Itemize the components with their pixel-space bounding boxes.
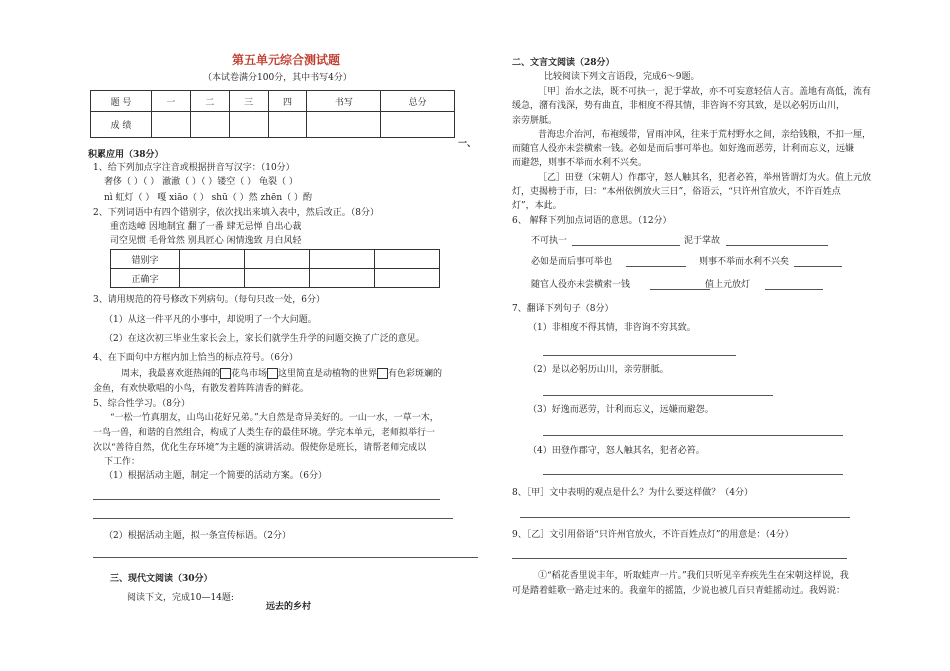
score-cell[interactable] — [229, 112, 268, 138]
q2-row-label: 错别字 — [111, 250, 180, 269]
answer-line[interactable] — [543, 435, 843, 436]
answer-line[interactable] — [650, 289, 710, 290]
q5-stem: 5、综合性学习。（8分） — [93, 399, 190, 409]
q5-text: 次以“善待自然，优化生存环境”为主题的演讲活动。假使你是班长，请帮老师完成以 — [93, 443, 427, 453]
q2-line1: 重峦迭嶂 因地制宜 翻了一番 肆无忌惮 自出心裁 — [110, 222, 302, 232]
q7-sentence: （2）是以必躬历山川，亲劳胼胝。 — [528, 365, 669, 375]
modern-passage: ①“稻花香里说丰年，听取蛙声一片。”我们只听见辛弃疾先生在宋朝这样说，我 — [538, 571, 849, 581]
part3-heading: 三、现代文阅读（30分） — [110, 574, 213, 584]
q6-stem: 6、 解释下列加点词语的意思。（12分） — [512, 216, 672, 226]
q5-sub-1: （1）根据活动主题，制定一个简要的活动方案。（6分） — [104, 471, 327, 481]
passage-jia: 亲劳胼胝。 — [512, 116, 558, 126]
q5-text: 下工作： — [104, 457, 141, 467]
answer-cell[interactable] — [375, 269, 440, 288]
passage-jia: 昔海忠介治河，布袍缓带，冒雨冲风，往来于荒村野水之间，亲给钱粮，不扣一厘， — [538, 130, 872, 140]
q6-item: 泥于掌故 — [684, 236, 721, 246]
q2-stem: 2、下列词语中有四个错别字，依次找出来填入表中，然后改正。（8分） — [93, 208, 379, 218]
q4-stem: 4、在下面句中方框内加上恰当的标点符号。（6分） — [93, 353, 298, 363]
q3-sentence-1: （1）从这一件平凡的小事中，却说明了一个大问题。 — [104, 315, 317, 325]
answer-line[interactable] — [543, 355, 736, 356]
answer-cell[interactable] — [180, 269, 245, 288]
answer-line[interactable] — [93, 518, 453, 519]
answer-cell[interactable] — [245, 269, 310, 288]
punctuation-box[interactable] — [377, 368, 388, 379]
passage-yi: 灯”，本此。 — [512, 201, 562, 211]
q4-text: 有色彩斑斓的 — [388, 369, 443, 379]
answer-line[interactable] — [543, 474, 843, 475]
q1-line1: 奢侈（ ）（ ） 澈澈（ ）（ ）镂空（ ） 龟裂（ ） — [104, 177, 298, 187]
score-row-label: 成 绩 — [91, 112, 152, 138]
passage-yi: ［乙］田登（宋朝人）作郡守，怒人触其名，犯者必笞，举州皆谓灯为火。值上元放 — [538, 173, 872, 183]
answer-line[interactable] — [512, 558, 847, 559]
score-cell[interactable] — [381, 112, 455, 138]
answer-line[interactable] — [726, 245, 828, 246]
answer-cell[interactable] — [180, 250, 245, 269]
score-cell[interactable] — [152, 112, 191, 138]
passage-jia: 而避怨，则事不举而水利不兴矣。 — [512, 158, 648, 168]
q4-text: 花鸟市场 — [231, 369, 268, 379]
q3-sentence-2: （2）在这次初三毕业生家长会上，家长们就学生升学的问题交换了广泛的意见。 — [104, 334, 425, 344]
q3-stem: 3、请用规范的符号修改下列病句。（每句只改一处，6分） — [93, 295, 325, 305]
score-header-cell: 总分 — [381, 91, 455, 112]
q5-text: “一松一竹真朋友，山鸟山花好兄弟。”大自然是奇异美好的。一山一水，一草一木， — [110, 413, 439, 423]
answer-line[interactable] — [626, 266, 686, 267]
answer-cell[interactable] — [245, 250, 310, 269]
score-header-cell: 一 — [152, 91, 191, 112]
q1-line2: nì 虹灯（ ） 嘎 xiāo（ ） shū（ ）然 zhēn（ ）酌 — [104, 193, 313, 203]
section-mark: 一、 — [458, 139, 477, 149]
score-cell[interactable] — [307, 112, 381, 138]
answer-cell[interactable] — [310, 269, 375, 288]
passage-jia: 缓急，潴有浅深，势有曲直，非相度不得其情，非咨询不穷其致，是以必躬历山川， — [512, 101, 846, 111]
answer-line[interactable] — [93, 499, 440, 500]
page-title: 第五单元综合测试题 — [232, 53, 341, 67]
punctuation-box[interactable] — [267, 368, 278, 379]
q2-row-label: 正确字 — [111, 269, 180, 288]
modern-passage: 可是踏着蛙歌一路走过来的。我童年的摇篮，少说也被几百只青蛙摇动过。我妈说： — [512, 586, 846, 596]
score-header-cell: 二 — [190, 91, 229, 112]
q2-line2: 司空见惯 毛骨耸然 别具匠心 闲情逸致 月白风轻 — [110, 236, 302, 246]
q4-text: 周末，我最喜欢逛热闹的 — [121, 369, 221, 379]
q4-paragraph-1 — [121, 368, 442, 380]
q7-stem: 7、翻译下列句子（8分） — [512, 304, 614, 314]
answer-line[interactable] — [93, 557, 478, 558]
score-header-cell: 题 号 — [91, 91, 152, 112]
q7-sentence: （4）田登作郡守，怒人触其名，犯者必笞。 — [528, 446, 705, 456]
answer-line[interactable] — [520, 517, 850, 518]
q2-answer-table — [110, 249, 440, 288]
q4-text: 这里简直是动植物的世界 — [278, 369, 378, 379]
q8-stem: 8、［甲］文中表明的观点是什么？为什么要这样做？（4分） — [512, 488, 753, 498]
q4-paragraph-2: 金鱼，有欢快歌唱的小鸟，有散发着阵阵清香的鲜花。 — [93, 384, 310, 394]
q6-item: 不可执一 — [531, 236, 568, 246]
score-cell[interactable] — [268, 112, 307, 138]
part2-intro: 比较阅读下列文言语段，完成6～9题。 — [544, 72, 700, 82]
q6-item: 随官人役亦未尝横索一钱 — [531, 280, 631, 290]
q6-item: 则事不举而水利不兴矣 — [699, 257, 790, 267]
score-cell[interactable] — [190, 112, 229, 138]
q6-item: 值上元放灯 — [705, 280, 751, 290]
q5-sub-2: （2）根据活动主题，拟一条宣传标语。（2分） — [104, 531, 291, 541]
score-header-cell: 三 — [229, 91, 268, 112]
punctuation-box[interactable] — [220, 368, 231, 379]
passage-yi: 灯，吏揭榜于市，曰：“本州依例放火三日”，俗语云，“只许州官放火，不许百姓点 — [512, 187, 841, 197]
answer-cell[interactable] — [375, 250, 440, 269]
part2-heading: 二、文言文阅读（28分） — [512, 58, 615, 68]
score-header-cell: 四 — [268, 91, 307, 112]
page-subtitle: （本试卷满分100分，其中书写4分） — [203, 73, 352, 83]
passage-jia: 而随官人役亦未尝横索一钱。必如是而后事可举也。如好逸而恶劳，计利而忘义，远嫌 — [512, 144, 855, 154]
answer-line[interactable] — [543, 395, 773, 396]
answer-line[interactable] — [765, 289, 823, 290]
q7-sentence: （1）非相度不得其情，非咨询不穷其致。 — [528, 323, 696, 333]
answer-cell[interactable] — [310, 250, 375, 269]
article-title: 远去的乡村 — [266, 602, 312, 612]
score-table — [90, 90, 455, 138]
q9-stem: 9、［乙］文引用俗语“只许州官放火，不许百姓点灯”的用意是：（4分） — [512, 530, 794, 540]
q6-item: 必如是而后事可举也 — [531, 257, 613, 267]
part3-intro: 阅读下文，完成10—14题: — [127, 593, 234, 603]
q5-text: 一鸟一兽，和谐的自然组合，构成了人类生存的最佳环境。学完本单元，老师拟举行一 — [93, 428, 436, 438]
part1-heading: 积累应用（38分） — [88, 150, 164, 160]
passage-jia: ［甲］治水之法，既不可执一，泥于掌故，亦不可妄意轻信人言。盖地有高低，流有 — [538, 87, 872, 97]
q7-sentence: （3）好逸而恶劳，计利而忘义，远嫌而避怨。 — [528, 405, 714, 415]
q1-stem: 1、给下列加点字注音或根据拼音写汉字：（10分） — [93, 163, 295, 173]
score-header-cell: 书写 — [307, 91, 381, 112]
answer-line[interactable] — [794, 266, 842, 267]
answer-line[interactable] — [572, 245, 680, 246]
